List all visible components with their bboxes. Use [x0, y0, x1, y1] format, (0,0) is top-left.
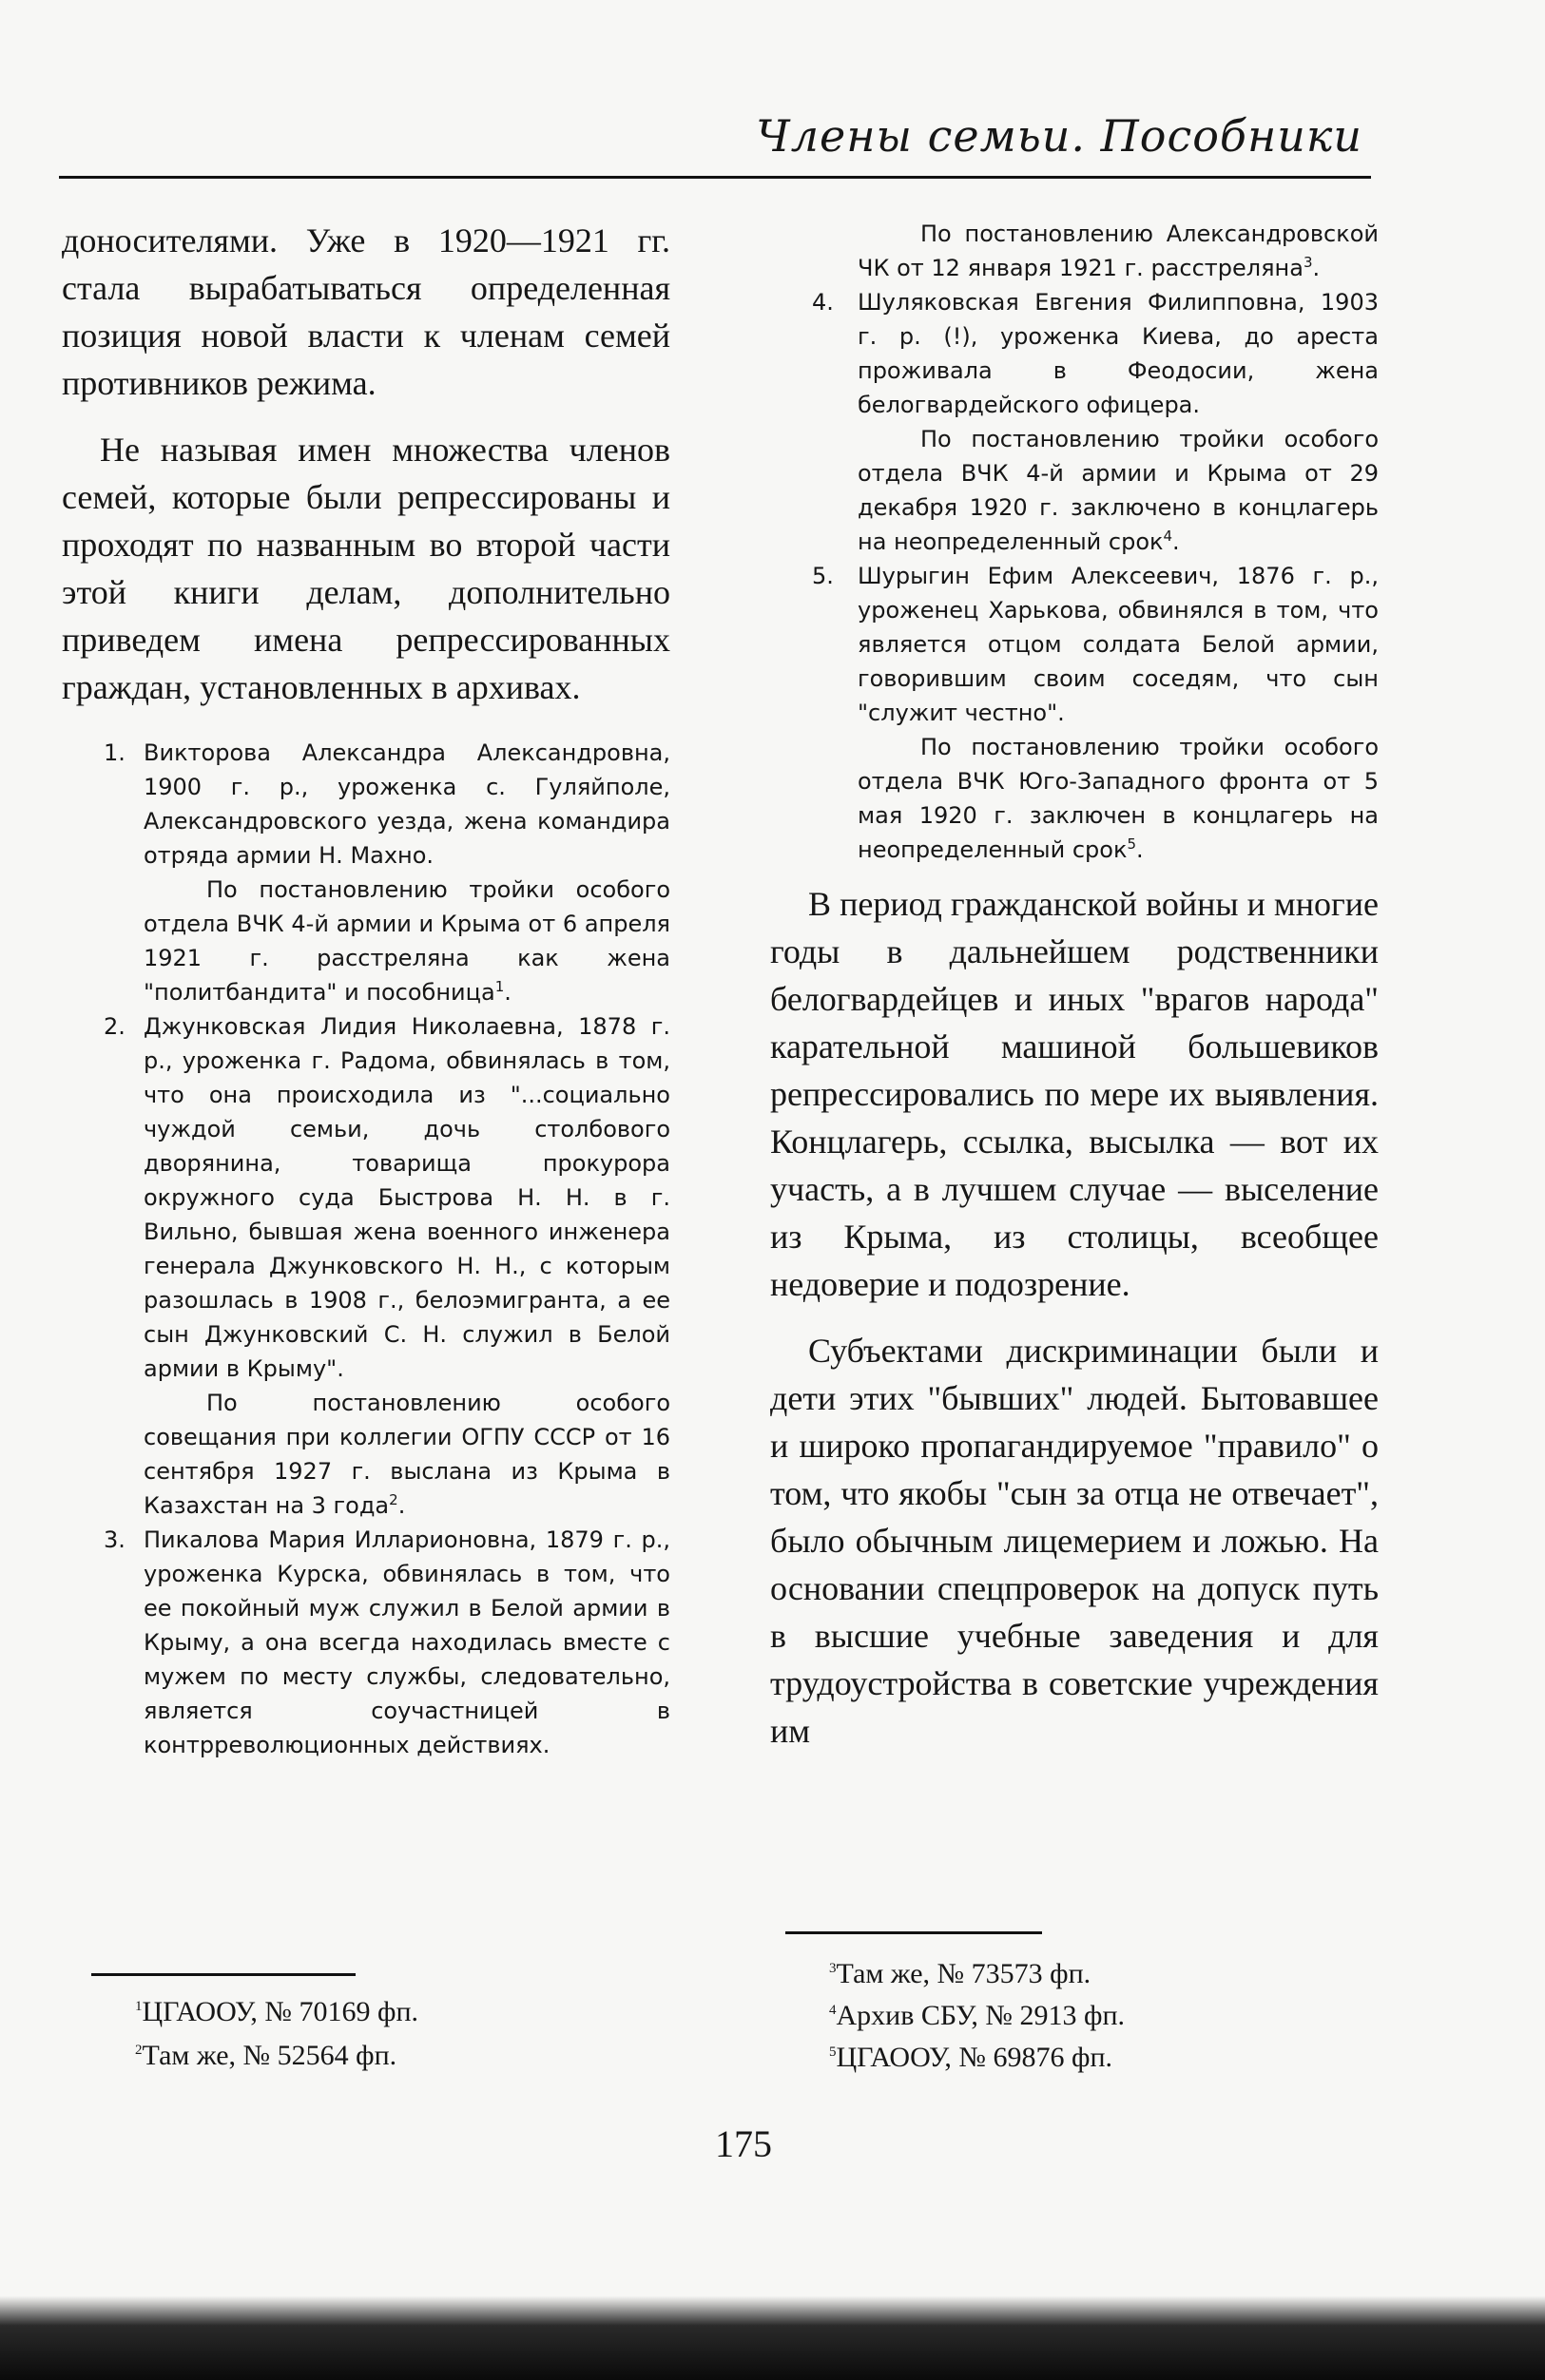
scan-edge-shadow [0, 2281, 1545, 2380]
footnote-text: Там же, № 52564 фп. [142, 2040, 397, 2071]
item-note: По постановлению тройки особого отдела ВЧК 4-й армии и Крыма от 6 апреля 1921 г. расстреляна как жена "политбандита" и пособница$^1$. [144, 876, 670, 1006]
item-text: Шуляковская Евгения Филипповна, 1903 г. р. (!), уроженка Киева, до ареста проживала в Феодосии, жена белогвардейского офицера. [858, 289, 1379, 418]
victims-list-right [770, 285, 1379, 422]
note-text: По постановлению Александровской ЧК от 12 января 1921 г. расстреляна [858, 221, 1379, 281]
list-item [770, 285, 1379, 422]
second-paragraph: Не называя имен множества членов семей, которые были репрессированы и проходят по названным во второй части этой книги делам, дополнительно приведем имена репрессированных граждан, установленных в архивах. [62, 431, 670, 706]
note-text: По постановлению тройки особого отдела ВЧК 4-й армии и Крыма от 29 декабря 1920 г. заключено в концлагерь на неопределенный срок [858, 426, 1379, 555]
note-text: По постановлению тройки особого отдела ВЧК 4-й армии и Крыма от 6 апреля 1921 г. расстреляна как жена "политбандита" и пособница [144, 876, 670, 1006]
list-item [62, 1523, 670, 1762]
item-number: 1. [104, 739, 126, 766]
left-column [62, 217, 670, 1762]
footnote-mark: 1 [135, 1999, 143, 2014]
victims-list-right-2 [770, 559, 1379, 730]
page-number: 175 [715, 2122, 772, 2165]
item-note: По постановлению тройки особого отдела ВЧК 4-й армии и Крыма от 29 декабря 1920 г. заключено в концлагерь на неопределенный срок$^4$. [858, 426, 1379, 555]
footnote-rule-left [91, 1973, 356, 1976]
footnote-text: ЦГАООУ, № 70169 фп. [142, 1996, 419, 2027]
item-number: 5. [812, 563, 834, 589]
item-text: Викторова Александра Александровна, 1900 г. р., уроженка с. Гуляйполе, Александровского уезда, жена командира отряда армии Н. Махно. [144, 739, 670, 869]
victims-list-left-3 [62, 1523, 670, 1762]
list-item [62, 736, 670, 873]
header-rule [59, 176, 1371, 179]
footnote [829, 1954, 1091, 1994]
intro-paragraph: доносителями. Уже в 1920—1921 гг. стала вырабатываться определенная позиция новой власти к членам семей противников режима. [62, 221, 670, 402]
footnote [829, 1996, 1125, 2036]
footnote-rule-right [785, 1931, 1042, 1934]
continued-note: По постановлению Александровской ЧК от 12 января 1921 г. расстреляна$^3$. [858, 221, 1379, 281]
running-head: Члены семьи. Пособники [756, 110, 1362, 162]
footnote-ref: 4 [1163, 528, 1173, 545]
list-item [770, 559, 1379, 730]
item-note: По постановлению особого совещания при коллегии ОГПУ СССР от 16 сентября 1927 г. выслана из Крыма в Казахстан на 3 года$^2$. [144, 1390, 670, 1519]
footnote [829, 2038, 1112, 2078]
footnote-ref: 2 [389, 1491, 398, 1508]
footnote [135, 1992, 418, 2032]
footnote-text: Архив СБУ, № 2913 фп. [836, 2000, 1126, 2031]
item-number: 2. [104, 1013, 126, 1040]
footnote-text: Там же, № 73573 фп. [836, 1958, 1091, 1989]
footnote-ref: 5 [1127, 835, 1137, 853]
footnote-text: ЦГАООУ, № 69876 фп. [836, 2042, 1113, 2073]
footnote [135, 2036, 396, 2076]
item-text: Джунковская Лидия Николаевна, 1878 г. р., уроженка г. Радома, обвинялась в том, что она происходила из "...социально чуждой семьи, дочь столбового дворянина, товарища прокурора окружного суда Быстрова Н. Н. в г. Вильно, бывшая жена военного инженера генерала Джунковского Н. Н., с которым разошлась в 1908 г., белоэмигранта, а ее сын Джунковский С. Н. служил в Белой армии в Крыму". [144, 1013, 670, 1382]
footnote-ref: 1 [494, 978, 505, 995]
footnote-mark: 4 [829, 2003, 837, 2018]
footnote-mark: 5 [829, 2044, 837, 2060]
footnote-mark: 2 [135, 2043, 143, 2058]
body-paragraph: В период гражданской войны и многие годы в дальнейшем родственники белогвардейцев и иных "врагов народа" карательной машиной большевиков репрессировались по мере их выявления. Концлагерь, ссылка, высылка — вот их участь, а в лучшем случае — выселение из Крыма, из столицы, всеобщее недоверие и подозрение. [770, 885, 1379, 1303]
right-column [770, 217, 1379, 1755]
footnote-mark: 3 [829, 1961, 837, 1976]
note-text: По постановлению тройки особого отдела ВЧК Юго-Западного фронта от 5 мая 1920 г. заключен в концлагерь на неопределенный срок [858, 734, 1379, 863]
item-note: По постановлению тройки особого отдела ВЧК Юго-Западного фронта от 5 мая 1920 г. заключен в концлагерь на неопределенный срок$^5$. [858, 734, 1379, 863]
item-number: 3. [104, 1526, 126, 1553]
footnote-ref: 3 [1303, 254, 1313, 271]
item-text: Пикалова Мария Илларионовна, 1879 г. р., уроженка Курска, обвинялась в том, что ее покойный муж служил в Белой армии в Крыму, а она всегда находилась вместе с мужем по месту службы, следовательно, является соучастницей в контрреволюционных действиях. [144, 1526, 670, 1758]
note-text: По постановлению особого совещания при коллегии ОГПУ СССР от 16 сентября 1927 г. выслана из Крыма в Казахстан на 3 года [144, 1390, 670, 1519]
list-item [62, 1009, 670, 1386]
victims-list-left-2 [62, 1009, 670, 1386]
item-text: Шурыгин Ефим Алексеевич, 1876 г. р., уроженец Харькова, обвинялся в том, что является отцом солдата Белой армии, говорившим своим соседям, что сын "служит честно". [858, 563, 1379, 726]
item-number: 4. [812, 289, 834, 316]
victims-list-left [62, 736, 670, 873]
body-paragraph: Субъектами дискриминации были и дети этих "бывших" людей. Бытовавшее и широко пропагандируемое "правило" о том, что якобы "сын за отца не отвечает", было обычным лицемерием и ложью. На основании спецпроверок на допуск путь в высшие учебные заведения и для трудоустройства в советские учреждения им [770, 1332, 1379, 1750]
